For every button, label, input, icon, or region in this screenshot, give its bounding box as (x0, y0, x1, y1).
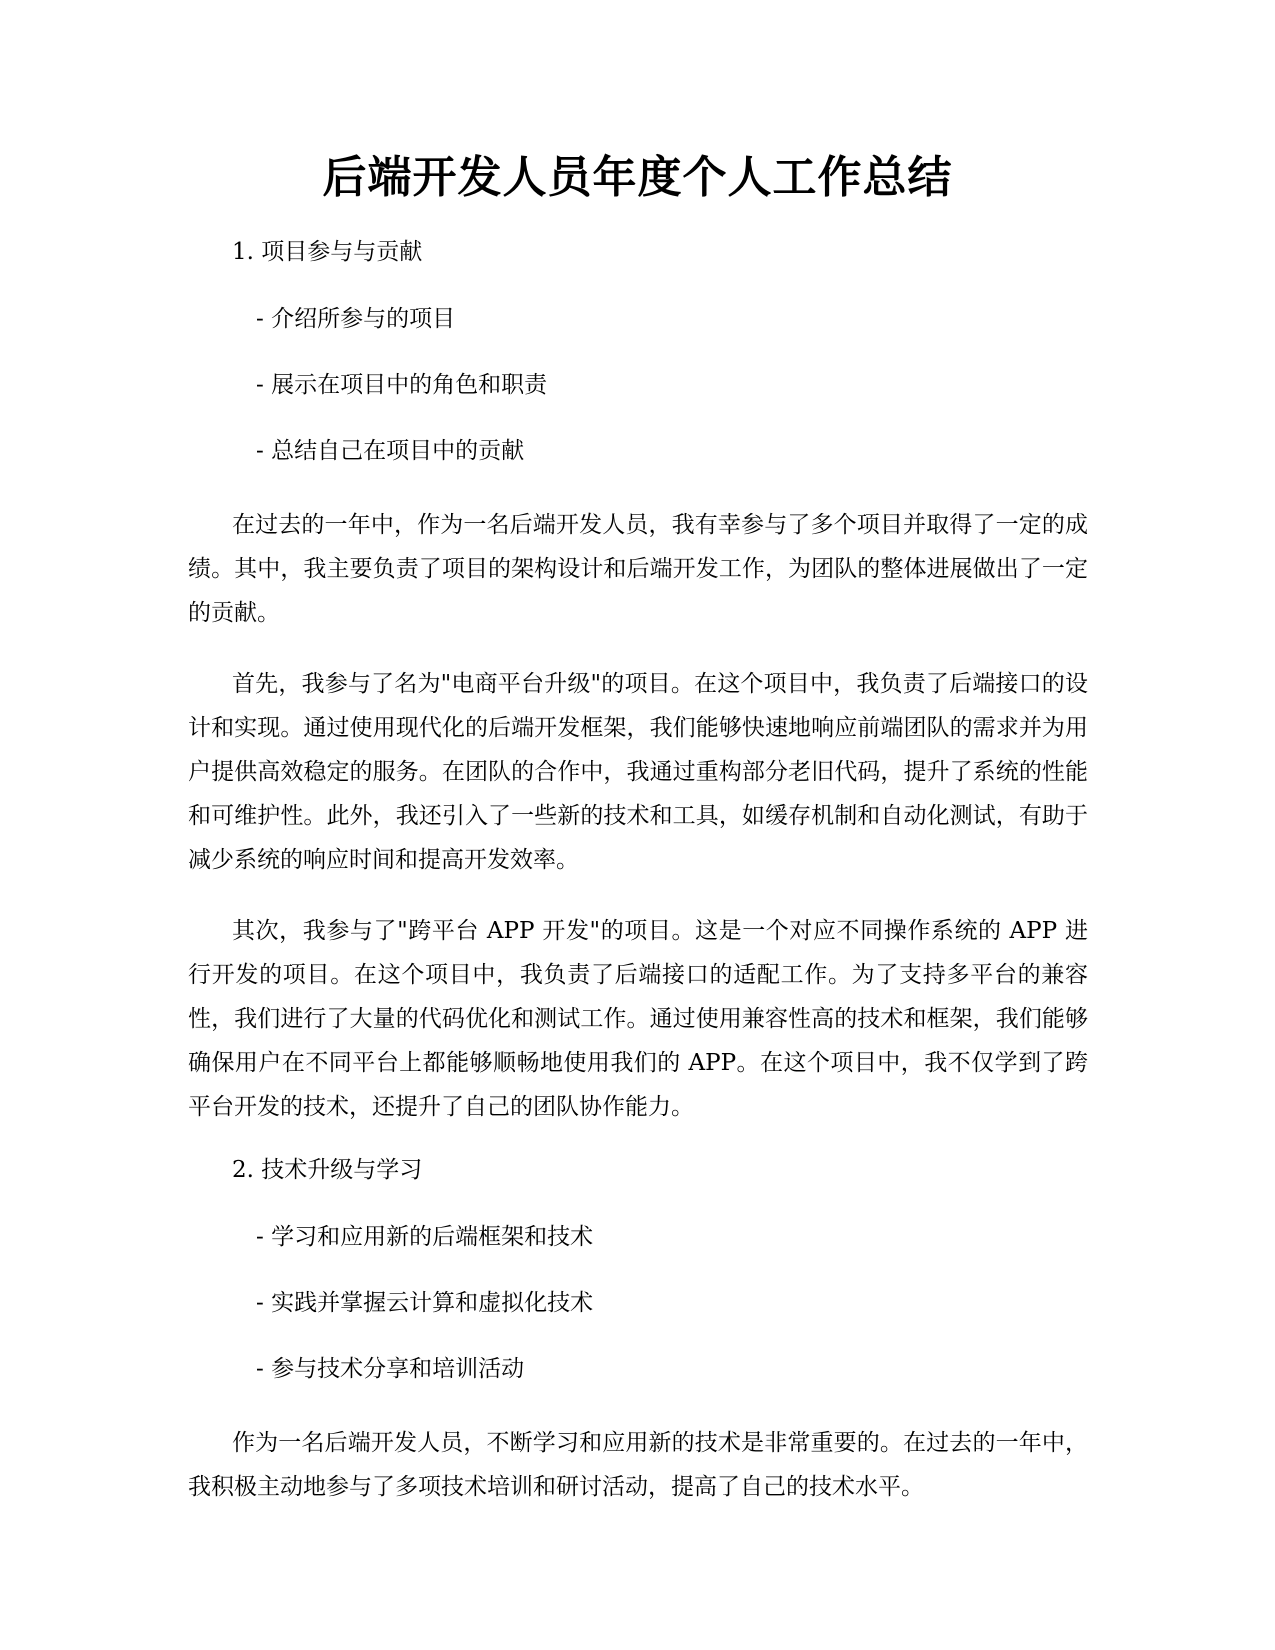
body-paragraph: 首先，我参与了名为"电商平台升级"的项目。在这个项目中，我负责了后端接口的设计和实现。通过使用现代化的后端开发框架，我们能够快速地响应前端团队的需求并为用户提供高效稳定的服务。在团队的合作中，我通过重构部分老旧代码，提升了系统的性能和可维护性。此外，我还引入了一些新的技术和工具，如缓存机制和自动化测试，有助于减少系统的响应时间和提高开发效率。 (188, 671, 1088, 873)
body-paragraph: 其次，我参与了"跨平台 APP 开发"的项目。这是一个对应不同操作系统的 APP 进行开发的项目。在这个项目中，我负责了后端接口的适配工作。为了支持多平台的兼容性，我们进行了大量的代码优化和测试工作。通过使用兼容性高的技术和框架，我们能够确保用户在不同平台上都能够顺畅地使用我们的 APP。在这个项目中，我不仅学到了跨平台开发的技术，还提升了自己的团队协作能力。 (188, 918, 1088, 1120)
bullet-item: - 实践并掌握云计算和虚拟化技术 (256, 1290, 594, 1316)
document-title: 后端开发人员年度个人工作总结 (322, 152, 953, 203)
bullet-item: - 展示在项目中的角色和职责 (256, 372, 548, 398)
body-paragraph: 作为一名后端开发人员，不断学习和应用新的技术是非常重要的。在过去的一年中，我积极主动地参与了多项技术培训和研讨活动，提高了自己的技术水平。 (188, 1430, 1088, 1500)
section-heading-projects: 1. 项目参与与贡献 (232, 239, 423, 265)
bullet-item: - 总结自己在项目中的贡献 (256, 438, 525, 464)
bullet-item: - 学习和应用新的后端框架和技术 (256, 1224, 594, 1250)
document-body (188, 238, 1088, 1536)
body-paragraph: 在过去的一年中，作为一名后端开发人员，我有幸参与了多个项目并取得了一定的成绩。其中，我主要负责了项目的架构设计和后端开发工作，为团队的整体进展做出了一定的贡献。 (188, 512, 1088, 626)
section-heading-tech-learning: 2. 技术升级与学习 (232, 1157, 423, 1183)
bullet-item: - 参与技术分享和培训活动 (256, 1356, 525, 1382)
bullet-item: - 介绍所参与的项目 (256, 306, 456, 332)
